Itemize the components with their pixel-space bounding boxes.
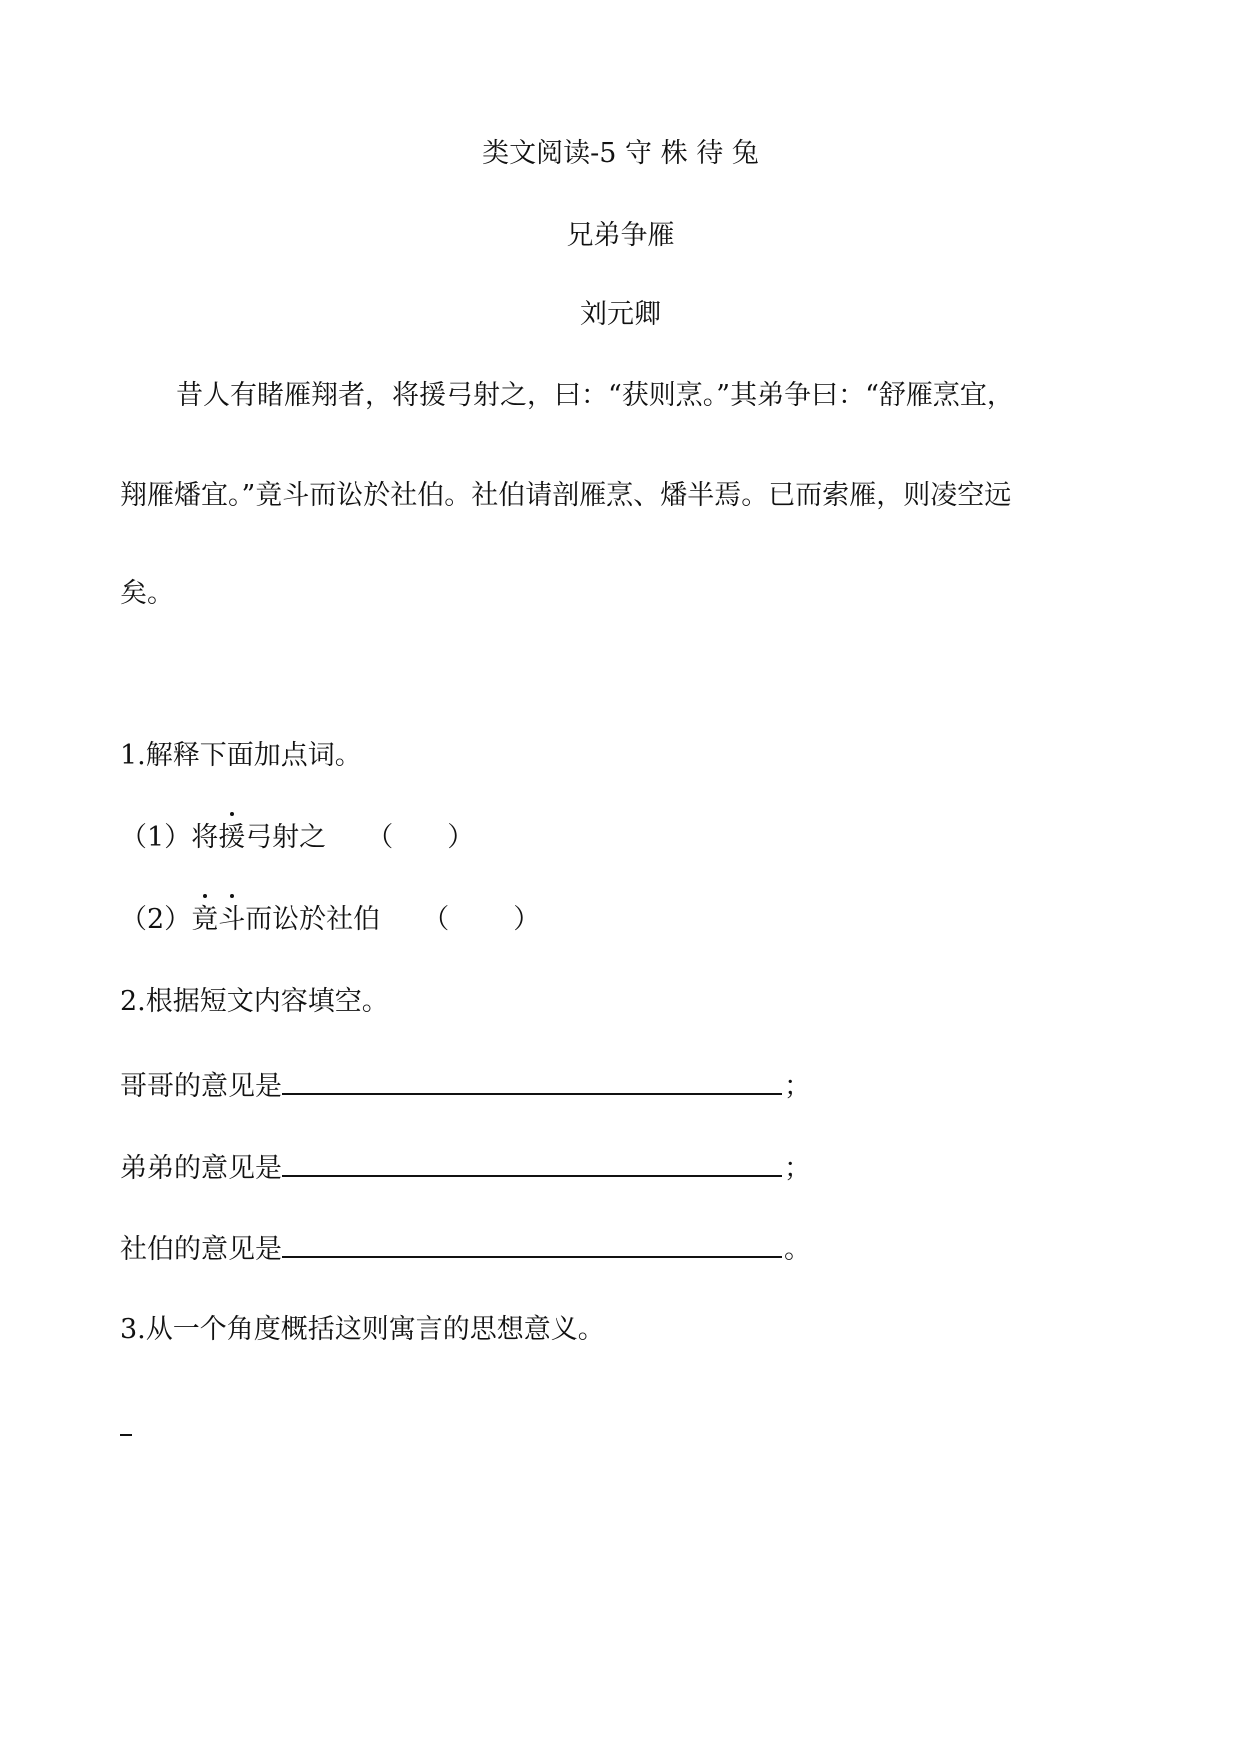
emphasis-dot [230,812,234,816]
item-text-after: 弓射之 [245,822,327,853]
answer-paren-open: （ [366,822,394,853]
question-3-prompt: 3.从一个角度概括这则寓言的思想意义。 [120,1314,605,1345]
dotted-char: 斗 [218,904,246,935]
item-number: （2） [120,904,192,935]
elder-opinion-blank[interactable] [282,1234,782,1258]
row-end-punct: 。 [784,1234,811,1265]
question-1-item-2 [120,906,540,933]
elder-opinion-row [120,1234,811,1263]
question-2-prompt: 2.根据短文内容填空。 [120,986,389,1017]
dotted-word [191,906,218,933]
row-end-punct: ； [784,1153,811,1184]
younger-opinion-row [120,1153,811,1182]
emphasis-dot [203,894,207,898]
story-title: 兄弟争雁 [566,220,675,251]
question-1-item-1 [120,824,474,851]
emphasis-dot [230,894,234,898]
dotted-char: 竟 [191,904,219,935]
younger-opinion-blank[interactable] [282,1153,782,1177]
dotted-word [218,906,245,933]
item-number: （1） [120,822,192,853]
passage-line-1: 昔人有睹雁翔者，将援弓射之，曰：“获则烹。”其弟争曰：“舒雁烹宜， [176,380,1014,411]
series-title: 类文阅读-5 守 株 待 兔 [482,138,759,169]
younger-opinion-label: 弟弟的意见是 [120,1153,282,1184]
item-text-before: 将 [191,822,219,853]
answer-line-stub [120,1434,132,1436]
row-end-punct: ； [784,1071,811,1102]
item-text-after: 而讼於社伯 [245,904,381,935]
brother-opinion-row [120,1071,811,1100]
brother-opinion-label: 哥哥的意见是 [120,1071,282,1102]
answer-paren-open: （ [422,904,450,935]
author-name: 刘元卿 [580,299,661,330]
dotted-char: 援 [218,822,246,853]
brother-opinion-blank[interactable] [282,1071,782,1095]
passage-line-2: 翔雁燔宜。”竟斗而讼於社伯。社伯请剖雁烹、燔半焉。已而索雁，则凌空远 [120,480,1012,511]
dotted-word [218,824,245,851]
passage-line-3: 矣。 [120,578,174,609]
answer-paren-close: ） [447,822,475,853]
question-1-prompt: 1.解释下面加点词。 [120,740,362,771]
elder-opinion-label: 社伯的意见是 [120,1234,282,1265]
answer-paren-close: ） [513,904,541,935]
